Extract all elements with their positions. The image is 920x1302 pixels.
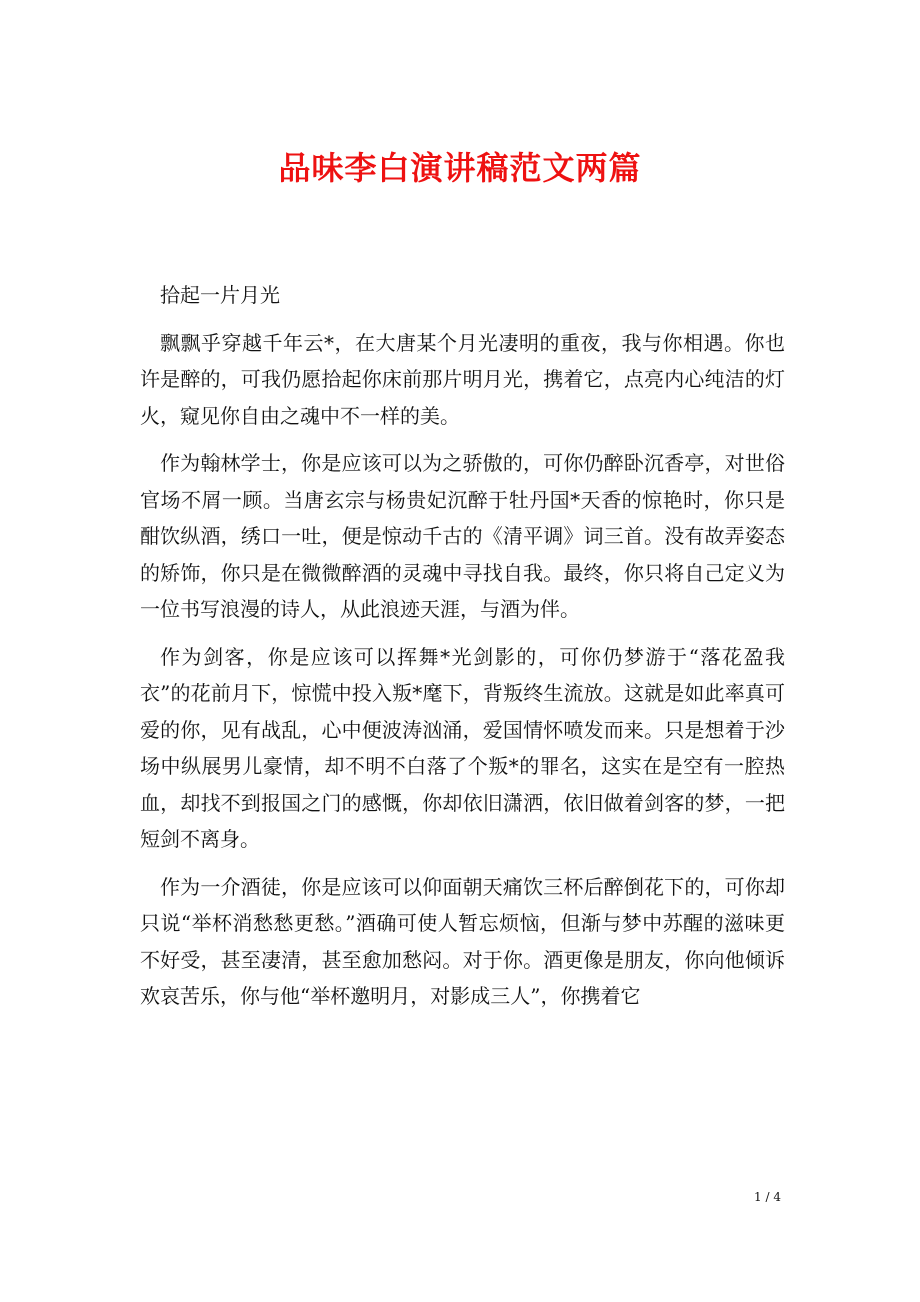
page-number: 1 / 4 [754, 1190, 781, 1204]
paragraph: 飘飘乎穿越千年云*，在大唐某个月光凄明的重夜，我与你相遇。你也许是醉的，可我仍愿拾起你床前那片明月光，携着它，点亮内心纯洁的灯火，窥见你自由之魂中不一样的美。 [140, 330, 785, 428]
document-title: 品味李白演讲稿范文两篇 [278, 149, 642, 187]
document-body [140, 277, 785, 1026]
paragraph: 作为翰林学士，你是应该可以为之骄傲的，可你仍醉卧沉香亭，对世俗官场不屑一顾。当唐玄宗与杨贵妃沉醉于牡丹国*天香的惊艳时，你只是酣饮纵酒，绣口一吐，便是惊动千古的《清平调》词三首。没有故弄姿态的矫饰，你只是在微微醉酒的灵魂中寻找自我。最终，你只将自己定义为一位书写浪漫的诗人，从此浪迹天涯，与酒为伴。 [140, 451, 785, 621]
paragraph: 作为剑客，你是应该可以挥舞*光剑影的，可你仍梦游于“落花盈我衣”的花前月下，惊慌中投入叛*麾下，背叛终生流放。这就是如此率真可爱的你，见有战乱，心中便波涛汹涌，爱国情怀喷发而来。只是想着于沙场中纵展男儿豪情，却不明不白落了个叛*的罪名，这实在是空有一腔热血，却找不到报国之门的感慨，你却依旧潇洒，依旧做着剑客的梦，一把短剑不离身。 [140, 644, 785, 851]
paragraph: 拾起一片月光 [160, 283, 280, 307]
paragraph: 作为一介酒徒，你是应该可以仰面朝天痛饮三杯后醉倒花下的，可你却只说“举杯消愁愁更愁。”酒确可使人暂忘烦恼，但渐与梦中苏醒的滋味更不好受，甚至凄清，甚至愈加愁闷。对于你。酒更像是朋友，你向他倾诉欢哀苦乐，你与他“举杯邀明月，对影成三人”，你携着它 [140, 874, 785, 1008]
